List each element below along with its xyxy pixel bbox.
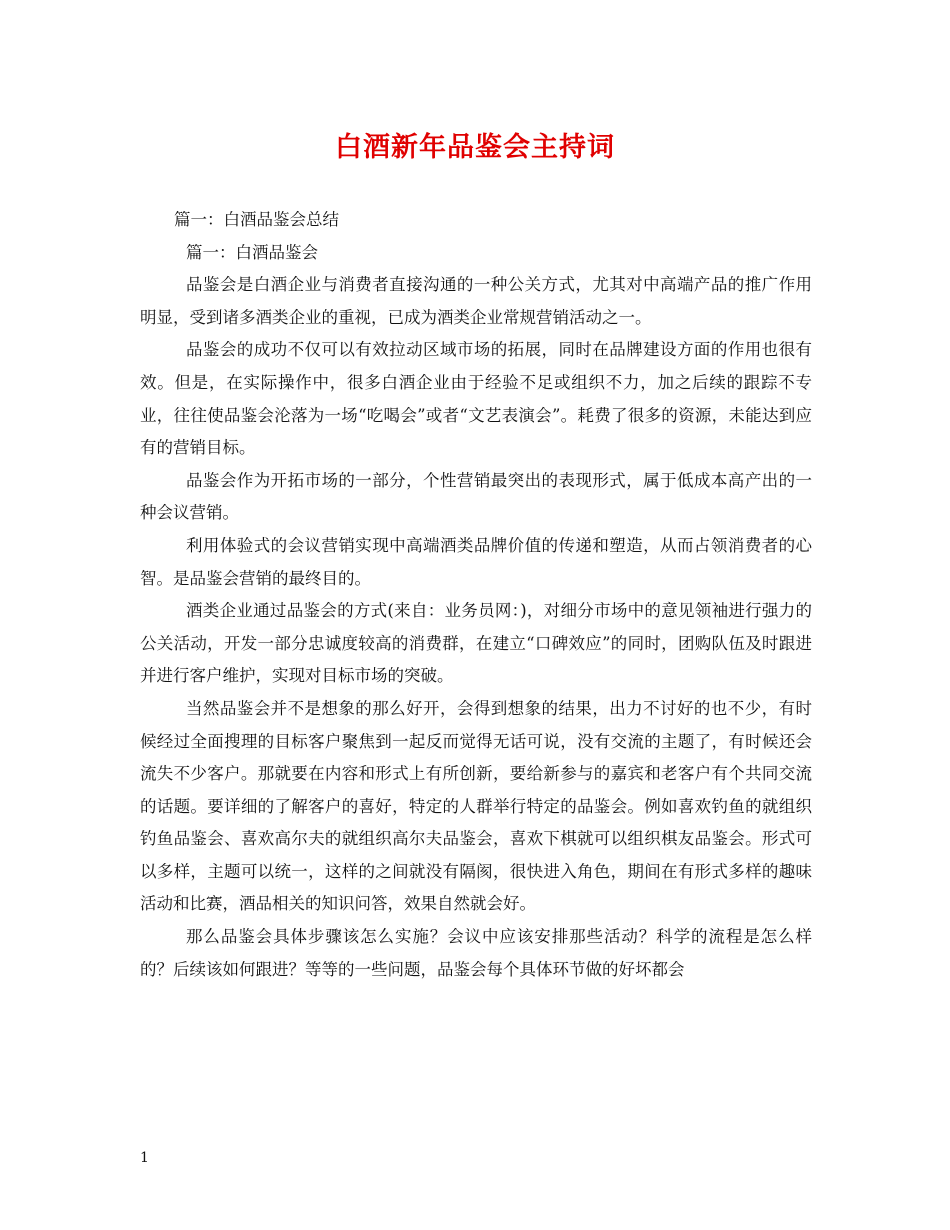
subheading-summary: 篇一：白酒品鉴会总结 [174,210,339,229]
paragraph: 酒类企业通过品鉴会的方式(来自：业务员网：)，对细分市场中的意见领袖进行强力的公关活动，开发一部分忠诚度较高的消费群，在建立“口碑效应”的同时，团购队伍及时跟进并进行客户维护，实现对目标市场的突破。 [140,601,812,686]
paragraph: 品鉴会的成功不仅可以有效拉动区域市场的拓展，同时在品牌建设方面的作用也很有效。但是，在实际操作中，很多白酒企业由于经验不足或组织不力，加之后续的跟踪不专业，往往使品鉴会沦落为一场“吃喝会”或者“文艺表演会”。耗费了很多的资源，未能达到应有的营销目标。 [140,340,812,458]
paragraph: 当然品鉴会并不是想象的那么好开，会得到想象的结果，出力不讨好的也不少，有时候经过全面搜理的目标客户聚焦到一起反而觉得无话可说，没有交流的主题了，有时候还会流失不少客户。那就要在内容和形式上有所创新，要给新参与的嘉宾和老客户有个共同交流的话题。要详细的了解客户的喜好，特定的人群举行特定的品鉴会。例如喜欢钓鱼的就组织钓鱼品鉴会、喜欢高尔夫的就组织高尔夫品鉴会，喜欢下棋就可以组织棋友品鉴会。形式可以多样，主题可以统一，这样的之间就没有隔阂，很快进入角色，期间在有形式多样的趣味活动和比赛，酒品相关的知识问答，效果自然就会好。 [140,698,812,914]
paragraph: 利用体验式的会议营销实现中高端酒类品牌价值的传递和塑造，从而占领消费者的心智。是品鉴会营销的最终目的。 [140,535,812,588]
document-body [140,204,812,986]
subheading-section: 篇一：白酒品鉴会 [186,242,318,262]
page-number: 1 [140,1150,149,1166]
paragraph: 品鉴会作为开拓市场的一部分，个性营销最突出的表现形式，属于低成本高产出的一种会议营销。 [140,470,812,523]
paragraph: 品鉴会是白酒企业与消费者直接沟通的一种公关方式，尤其对中高端产品的推广作用明显，受到诸多酒类企业的重视，已成为酒类企业常规营销活动之一。 [140,275,812,327]
paragraph: 那么品鉴会具体步骤该怎么实施？会议中应该安排那些活动？科学的流程是怎么样的？后续该如何跟进？等等的一些问题，品鉴会每个具体环节做的好坏都会 [140,927,812,979]
document-title: 白酒新年品鉴会主持词 [335,132,615,163]
